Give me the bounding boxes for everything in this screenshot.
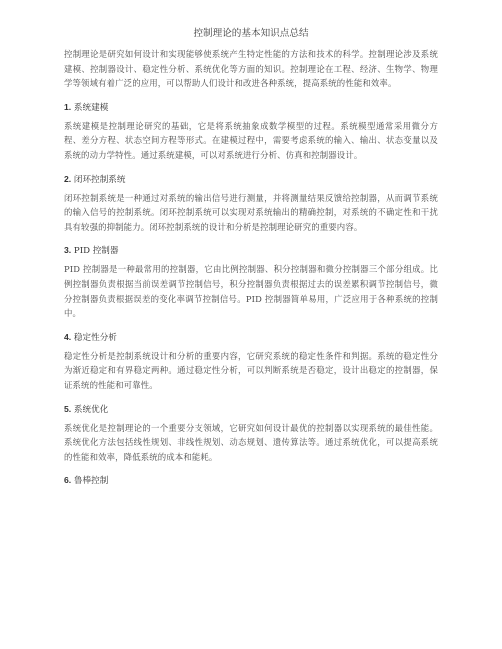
section-number: 1. (64, 101, 72, 112)
section-1 (64, 100, 438, 163)
section-number: 2. (64, 173, 72, 184)
section-body: 稳定性分析是控制系统设计和分析的重要内容，它研究系统的稳定性条件和判据。系统的稳定性分为渐近稳定和有界稳定两种。通过稳定性分析，可以判断系统是否稳定，设计出稳定的控制器，保证系统的性能和可靠性。 (64, 350, 438, 390)
document-content (64, 47, 438, 492)
section-title: 鲁棒控制 (73, 476, 109, 487)
section-body: 闭环控制系统是一种通过对系统的输出信号进行测量，并将测量结果反馈给控制器，从而调节系统的输入信号的控制系统。闭环控制系统可以实现对系统输出的精确控制，对系统的不确定性和干扰具有较强的抑制能力。闭环控制系统的设计和分析是控制理论研究的重要内容。 (64, 192, 438, 232)
section-body: PID 控制器是一种最常用的控制器，它由比例控制器、积分控制器和微分控制器三个部分组成。比例控制器负责根据当前误差调节控制信号，积分控制器负责根据过去的误差累积调节控制信号，微分控制器负责根据误差的变化率调节控制信号。PID 控制器简单易用，广泛应用于各种系统的控制中。 (64, 264, 438, 319)
section-5 (64, 402, 438, 465)
section-body: 系统优化是控制理论的一个重要分支领域，它研究如何设计最优的控制器以实现系统的最佳性能。系统优化方法包括线性规划、非线性规划、动态规划、遗传算法等。通过系统优化，可以提高系统的性能和效率，降低系统的成本和能耗。 (64, 422, 438, 462)
section-2 (64, 172, 438, 235)
section-title: 稳定性分析 (73, 332, 117, 343)
section-heading (64, 402, 438, 417)
document-title: 控制理论的基本知识点总结 (193, 28, 309, 39)
section-heading (64, 100, 438, 115)
section-number: 3. (64, 245, 72, 256)
section-number: 6. (64, 475, 72, 486)
section-4 (64, 330, 438, 393)
section-heading (64, 473, 438, 488)
section-body: 系统建模是控制理论研究的基础，它是将系统抽象成数学模型的过程。系统模型通常采用微分方程、差分方程、状态空间方程等形式。在建模过程中，需要考虑系统的输入、输出、状态变量以及系统的动力学特性。通过系统建模，可以对系统进行分析、仿真和控制器设计。 (64, 120, 438, 160)
section-heading (64, 243, 438, 258)
section-title: 闭环控制系统 (73, 174, 126, 185)
section-heading (64, 172, 438, 187)
intro-paragraph: 控制理论是研究如何设计和实现能够使系统产生特定性能的方法和技术的科学。控制理论涉及系统建模、控制器设计、稳定性分析、系统优化等方面的知识。控制理论在工程、经济、生物学、物理学等领域有着广泛的应用，可以帮助人们设计和改进各种系统，提高系统的性能和效率。 (64, 49, 438, 89)
section-title: PID 控制器 (73, 246, 119, 257)
section-heading (64, 330, 438, 345)
section-title: 系统优化 (73, 404, 109, 415)
section-6 (64, 473, 438, 488)
section-number: 5. (64, 403, 72, 414)
section-title: 系统建模 (73, 102, 109, 113)
section-3 (64, 243, 438, 320)
section-number: 4. (64, 331, 72, 342)
